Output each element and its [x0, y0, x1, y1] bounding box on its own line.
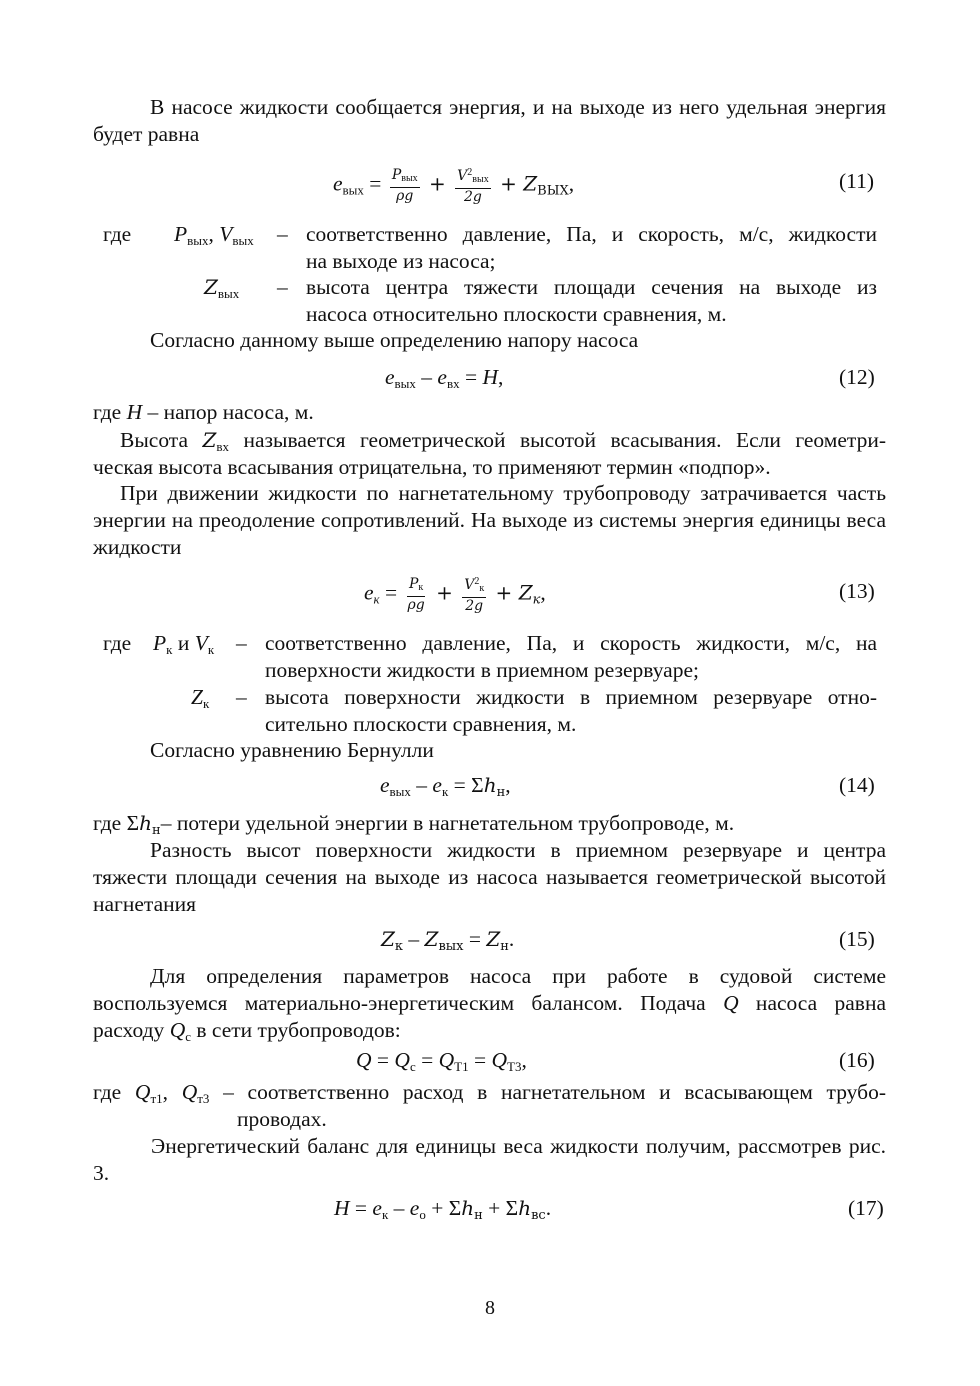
eq15-a: Z	[381, 927, 395, 951]
eq15-b-sub: вых	[438, 939, 464, 954]
eq14-equals: = Σ	[448, 773, 484, 797]
def13-dash-2: –	[236, 685, 247, 709]
def11-sym1-sub: вых	[187, 233, 209, 248]
equation-number-12: (12)	[839, 365, 875, 389]
eq14-b: e	[432, 773, 442, 797]
def11-sym2: Z	[204, 275, 218, 299]
eq12-a: e	[385, 365, 395, 389]
eq11-den: ρg	[396, 187, 414, 204]
p4-rest1: называется геометрической высотой всасывания. Если геометри-	[229, 428, 886, 452]
p7-sym: h	[139, 811, 153, 835]
p10-prefix: где	[93, 1080, 135, 1104]
eq11-num-sub: вых	[401, 172, 418, 184]
equation-17	[334, 1195, 551, 1229]
p3-rest: – напор насоса, м.	[142, 400, 314, 424]
eq13-fraction-velocity	[462, 574, 486, 615]
def13-sym2: Z	[191, 685, 203, 709]
p7-sym-sub: н	[152, 823, 161, 838]
eq17-tail: .	[545, 1196, 552, 1220]
eq17-equals: =	[349, 1196, 373, 1220]
eq12-minus: –	[415, 365, 438, 389]
eq11-lhs-sub: вых	[342, 182, 364, 198]
eq13-equals: =	[379, 580, 403, 605]
eq12-c: H	[482, 365, 499, 389]
eq16-a: Q	[356, 1048, 372, 1072]
eq17-d: h	[461, 1196, 475, 1220]
eq12-a-sub: вых	[394, 376, 416, 391]
equation-14	[380, 772, 511, 806]
p4-sym: Z	[202, 428, 217, 452]
eq12-equals: =	[459, 365, 483, 389]
eq17-plus1: + Σ	[425, 1196, 462, 1220]
eq17-c: e	[409, 1196, 420, 1220]
paragraph-discharge-height: Разность высот поверхности жидкости в приемном резервуаре и центра тяжести площади сечения на выходе из насоса называется геометрической высотой нагнетания	[93, 838, 886, 916]
eq11-lhs: e	[333, 171, 343, 196]
def11-sym1: P	[174, 222, 188, 246]
eq13-tail: ,	[540, 580, 546, 605]
def13-text2-b: сительно плоскости сравнения, м.	[265, 712, 577, 736]
def11-where: где	[103, 222, 132, 246]
eq11-num: P	[391, 166, 402, 183]
equation-number-15: (15)	[839, 927, 875, 951]
eq14-tail: ,	[505, 773, 511, 797]
def13-text2-a: высота поверхности жидкости в приемном резервуаре отно-	[265, 685, 877, 709]
page-number: 8	[485, 1297, 495, 1319]
eq13-z-sub: к	[532, 592, 541, 608]
p3-prefix: где	[93, 400, 127, 424]
p9-a: Для определения параметров насоса при работе в судовой системе воспользуемся материально-энергетическим балансом. Подача	[93, 964, 886, 1015]
p9-c: в сети трубопроводов:	[191, 1018, 401, 1042]
paragraph-balance	[93, 963, 886, 1050]
p7-prefix: где Σ	[93, 811, 140, 835]
eq15-a-sub: к	[394, 939, 404, 954]
def13-sym1b-sub: к	[207, 642, 215, 657]
def13-text1-a: соответственно давление, Па, и скорость жидкости, м/с, на	[265, 631, 877, 655]
def11-sym2-sub: вых	[217, 286, 240, 301]
eq13-num2-sub: к	[479, 583, 485, 594]
equation-13	[364, 574, 546, 615]
eq11-fraction-velocity	[455, 165, 491, 206]
eq13-den2: 2g	[465, 598, 484, 614]
p9-qc: Q	[169, 1018, 186, 1042]
eq14-b-sub: к	[441, 784, 449, 799]
def11-sym1b: V	[219, 222, 233, 246]
p4-sym-sub: вх	[216, 439, 230, 454]
def11-dash-2: –	[277, 275, 288, 299]
def11-text2-a: высота центра тяжести площади сечения на выходе из	[306, 275, 877, 299]
eq17-c-sub: о	[419, 1207, 426, 1222]
eq11-z-sub: ВЫХ	[537, 183, 569, 199]
p7-rest: – потери удельной энергии в нагнетательном трубопроводе, м.	[160, 811, 735, 835]
eq12-b-sub: вх	[446, 376, 460, 391]
def13-and: и	[172, 631, 195, 655]
p10-q1: Q	[134, 1080, 151, 1104]
eq13-num: P	[408, 575, 419, 592]
eq14-c-sub: н	[496, 785, 506, 800]
eq14-a: e	[380, 773, 390, 797]
equation-number-11: (11)	[839, 169, 875, 193]
def11-dash-1: –	[277, 222, 288, 246]
eq17-minus: –	[388, 1196, 410, 1220]
eq12-b: e	[437, 365, 447, 389]
eq13-lhs-sub: к	[373, 591, 380, 607]
eq17-d-sub: н	[474, 1208, 483, 1223]
paragraph-bernoulli: Согласно уравнению Бернулли	[150, 738, 434, 762]
eq13-den: ρg	[407, 596, 425, 613]
eq16-eq3: =	[468, 1048, 492, 1072]
eq11-num2: V	[457, 168, 468, 184]
paragraph-flows-1	[93, 1079, 886, 1112]
paragraph-discharge-pipeline: При движении жидкости по нагнетательному трубопроводу затрачивается часть энергии на преодоление сопротивлений. На выходе из системы энергия единицы веса жидкости	[93, 481, 886, 559]
eq13-num2: V	[464, 577, 475, 593]
equation-number-14: (14)	[839, 773, 875, 797]
def11-comma: ,	[208, 222, 220, 246]
paragraph-flows-2: проводах.	[237, 1107, 327, 1131]
p9-b: насоса равна расходу	[93, 991, 886, 1042]
paragraph-intro: В насосе жидкости сообщается энергия, и на выходе из него удельная энергия будет равна	[93, 95, 886, 146]
def13-sym1-sub: к	[166, 642, 173, 657]
eq11-num2-sup: 2	[467, 167, 473, 178]
eq16-b: Q	[394, 1048, 410, 1072]
eq16-c-sub: Т1	[454, 1059, 469, 1074]
def11-text1-a: соответственно давление, Па, и скорость, м/с, жидкости	[306, 222, 877, 246]
p9-qc-sub: с	[185, 1029, 191, 1044]
def13-symbol-2	[191, 684, 209, 717]
def11-sym1b-sub: вых	[232, 233, 254, 248]
eq14-minus: –	[410, 773, 433, 797]
paragraph-head-definition: Согласно данному выше определению напору насоса	[150, 328, 639, 352]
p10-q2: Q	[181, 1080, 198, 1104]
eq13-fraction-pressure	[406, 576, 427, 614]
eq11-fraction-pressure	[390, 167, 420, 205]
eq13-z: Z	[518, 580, 533, 605]
eq11-z: Z	[523, 171, 538, 196]
equation-15	[381, 926, 514, 960]
eq17-e-sub: вс	[531, 1208, 546, 1223]
eq11-num2-sub: вых	[472, 174, 489, 185]
eq17-plus2: + Σ	[482, 1196, 519, 1220]
eq13-plus1: +	[429, 580, 460, 605]
equation-11	[333, 165, 574, 206]
def13-sym2-sub: к	[202, 696, 210, 711]
eq11-equals: =	[363, 171, 387, 196]
p10-comma: ,	[162, 1080, 182, 1104]
eq17-b: e	[372, 1196, 382, 1220]
eq14-c: h	[483, 773, 497, 797]
eq16-b-sub: с	[409, 1059, 416, 1074]
eq16-tail: ,	[521, 1048, 527, 1072]
p10-q1-sub: т1	[150, 1091, 163, 1106]
equation-12	[385, 364, 503, 397]
eq15-b: Z	[424, 927, 439, 951]
eq11-tail: ,	[568, 171, 575, 196]
eq15-c: Z	[486, 927, 501, 951]
equation-number-16: (16)	[839, 1048, 875, 1072]
eq15-equals: =	[463, 927, 487, 951]
eq17-a: H	[334, 1196, 350, 1220]
def11-text2-b: насоса относительно плоскости сравнения, м.	[306, 302, 727, 326]
eq16-eq2: =	[415, 1048, 439, 1072]
eq14-a-sub: вых	[389, 784, 411, 799]
def13-dash-1: –	[236, 631, 247, 655]
eq11-den2: 2g	[464, 189, 482, 205]
p10-q2-sub: т3	[197, 1091, 210, 1106]
eq16-d-sub: Т3	[507, 1059, 522, 1074]
p9-q: Q	[723, 991, 739, 1015]
eq11-plus1: +	[422, 171, 453, 196]
eq11-plus2: +	[493, 171, 524, 196]
eq16-d: Q	[491, 1048, 508, 1072]
def11-symbol-2	[204, 274, 239, 307]
eq16-eq1: =	[371, 1048, 395, 1072]
def13-sym1: P	[153, 631, 167, 655]
eq15-minus: –	[403, 927, 425, 951]
eq17-e: h	[518, 1196, 532, 1220]
def13-sym1b: V	[194, 631, 208, 655]
eq13-num2-sup: 2	[474, 576, 480, 587]
paragraph-head-where	[93, 399, 314, 426]
eq17-b-sub: к	[381, 1207, 389, 1222]
eq15-tail: .	[508, 927, 515, 951]
eq13-lhs: e	[364, 580, 374, 605]
eq16-c: Q	[438, 1048, 455, 1072]
equation-number-13: (13)	[839, 579, 875, 603]
eq13-plus2: +	[489, 580, 519, 605]
p3-sym: H	[126, 400, 143, 424]
paragraph-energy-balance: Энергетический баланс для единицы веса жидкости получим, рассмотрев рис. 3.	[93, 1134, 886, 1185]
def13-symbols-1	[153, 630, 214, 663]
def13-text1-b: поверхности жидкости в приемном резервуаре;	[265, 658, 699, 682]
paragraph-suction-height-2: ческая высота всасывания отрицательна, то применяют термин «подпор».	[93, 455, 771, 479]
eq15-c-sub: н	[500, 939, 509, 954]
equation-number-17: (17)	[848, 1196, 884, 1220]
def13-where: где	[103, 631, 132, 655]
def11-symbols-1	[174, 221, 254, 254]
eq12-tail: ,	[498, 365, 504, 389]
def11-text1-b: на выходе из насоса;	[306, 249, 496, 273]
equation-16	[356, 1047, 527, 1080]
p10-rest1: – соответственно расход в нагнетательном и всасывающем трубо-	[209, 1080, 886, 1104]
p4-pre: Высота	[120, 428, 203, 452]
eq13-num-sub: к	[418, 581, 424, 593]
